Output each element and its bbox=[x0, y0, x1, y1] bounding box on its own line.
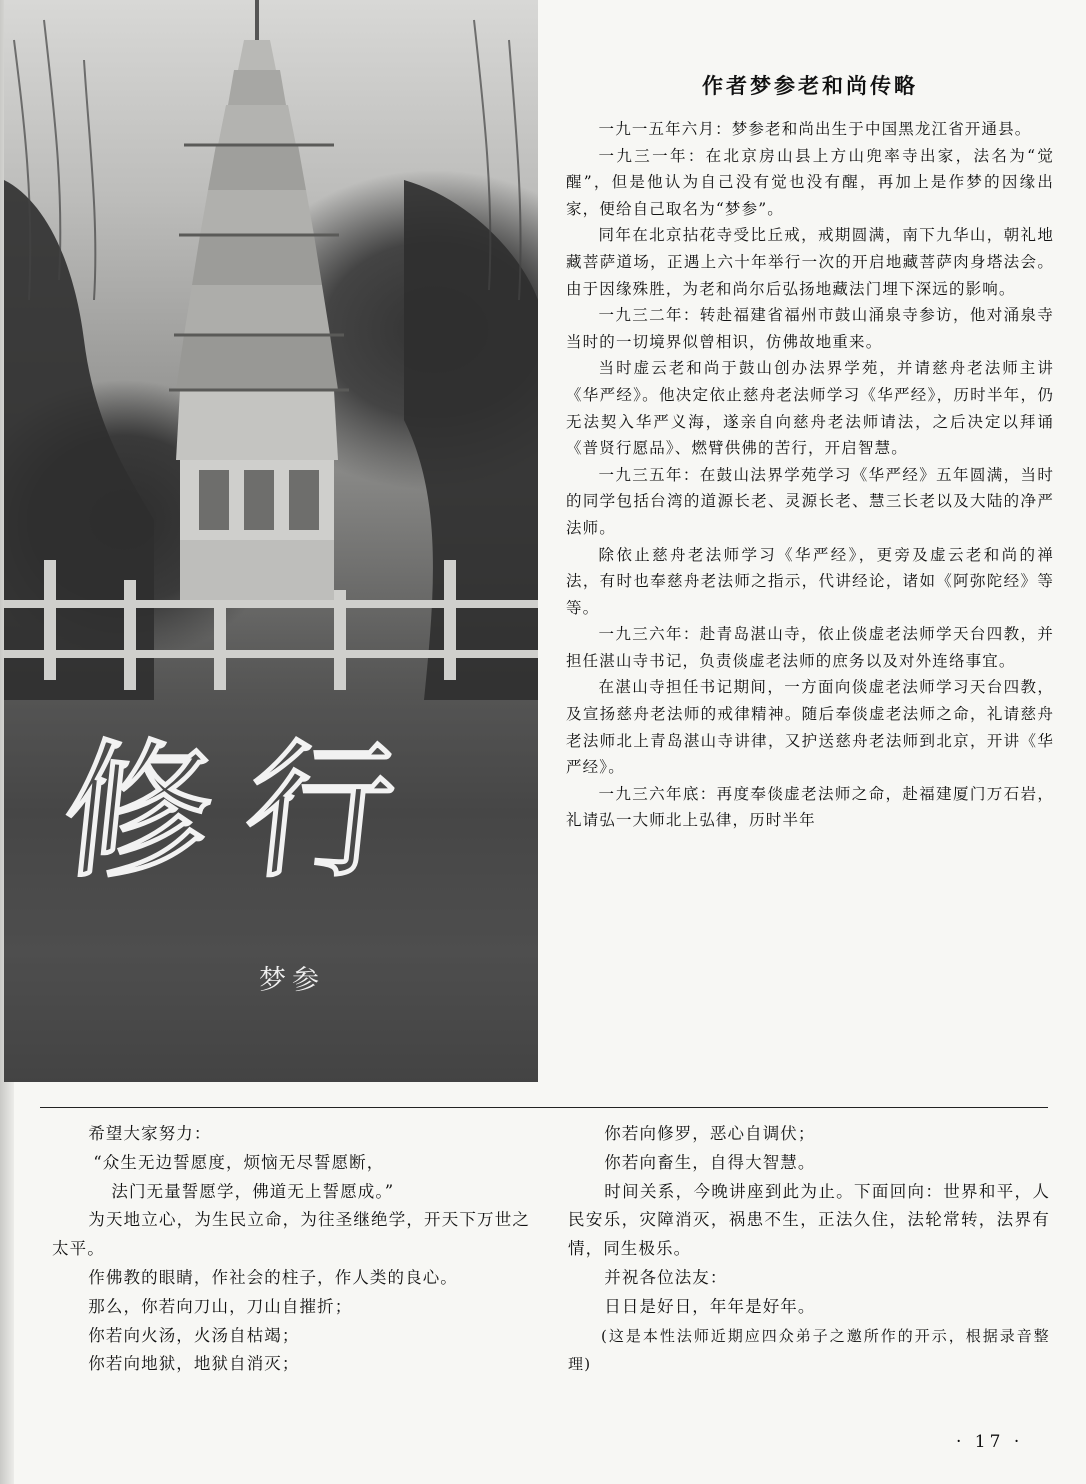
calligraphy-title: 修行 bbox=[54, 726, 438, 898]
body-line: 希望大家努力： bbox=[88, 1124, 212, 1143]
body-line: 你若向畜生，自得大智慧。 bbox=[604, 1152, 816, 1172]
body-line: 你若向修罗，恶心自调伏； bbox=[604, 1124, 816, 1143]
bio-paragraph: 同年在北京拈花寺受比丘戒，戒期圆满，南下九华山，朝礼地藏菩萨道场，正遇上六十年举行一次的开启地藏菩萨肉身塔法会。由于因缘殊胜，为老和尚尔后弘扬地藏法门埋下深远的影响。 bbox=[566, 226, 1054, 298]
bio-paragraph: 除依止慈舟老法师学习《华严经》，更旁及虚云老和尚的禅法，有时也奉慈舟老法师之指示，代讲经论，诸如《阿弥陀经》等等。 bbox=[566, 545, 1054, 617]
bio-paragraph: 一九三二年：转赴福建省福州市鼓山涌泉寺参访，他对涌泉寺当时的一切境界似曾相识，仿佛故地重来。 bbox=[566, 306, 1054, 351]
body-line: 并祝各位法友： bbox=[604, 1267, 728, 1287]
body-line: 作佛教的眼睛，作社会的柱子，作人类的良心。 bbox=[88, 1267, 458, 1287]
verse-line: 法门无量誓愿学，佛道无上誓愿成。” bbox=[111, 1181, 395, 1201]
bio-paragraph: 一九三六年底：再度奉倓虚老法师之命，赴福建厦门万石岩，礼请弘一大师北上弘律，历时半年 bbox=[566, 784, 1054, 830]
pagoda-illustration bbox=[4, 0, 538, 1082]
bottom-left-column bbox=[52, 1120, 530, 1379]
verse-line: “众生无边誓愿度，烦恼无尽誓愿断， bbox=[93, 1152, 385, 1172]
pagoda-shape bbox=[169, 0, 349, 600]
bio-paragraph: 当时虚云老和尚于鼓山创办法界学苑，并请慈舟老法师主讲《华严经》。他决定依止慈舟老法师学习《华严经》，历时半年，仍无法契入华严义海，遂亲自向慈舟老法师请法，之后决定以拜诵《普贤行愿品》、燃臂供佛的苦行，开启智慧。 bbox=[566, 359, 1054, 458]
bio-paragraph: 一九三六年：赴青岛湛山寺，依止倓虚老法师学天台四教，并担任湛山寺书记，负责倓虚老法师的庶务以及对外连络事宜。 bbox=[566, 625, 1054, 670]
body-line: 你若向地狱，地狱自消灭； bbox=[88, 1354, 300, 1374]
body-line: 为天地立心，为生民立命，为往圣继绝学，开天下万世之太平。 bbox=[52, 1210, 530, 1259]
bottom-right-column bbox=[568, 1120, 1050, 1379]
page-number: · 17 · bbox=[956, 1432, 1024, 1452]
body-line: 那么，你若向刀山，刀山自摧折； bbox=[88, 1296, 353, 1316]
bio-paragraph: 一九三五年：在鼓山法界学苑学习《华严经》五年圆满，当时的同学包括台湾的道源长老、灵源长老、慧三长老以及大陆的净严法师。 bbox=[566, 465, 1054, 537]
author-biography bbox=[566, 70, 1054, 834]
photo-author-name: 梦参 bbox=[259, 965, 325, 996]
body-line: 日日是好日，年年是好年。 bbox=[604, 1296, 816, 1316]
bio-paragraph: 一九一五年六月：梦参老和尚出生于中国黑龙江省开通县。 bbox=[598, 120, 1032, 138]
section-divider bbox=[40, 1107, 1048, 1108]
bio-paragraph: 在湛山寺担任书记期间，一方面向倓虚老法师学习天台四教，及宣扬慈舟老法师的戒律精神。随后奉倓虚老法师之命，礼请慈舟老法师北上青岛湛山寺讲律，又护送慈舟老法师到北京，开讲《华严经》。 bbox=[566, 678, 1054, 777]
bio-paragraph: 一九三一年：在北京房山县上方山兜率寺出家，法名为“觉醒”，但是他认为自己没有觉也没有醒，再加上是作梦的因缘出家，便给自己取名为“梦参”。 bbox=[566, 146, 1054, 218]
body-line: 时间关系，今晚讲座到此为止。下面回向：世界和平，人民安乐，灾障消灭，祸患不生，正法久住，法轮常转，法界有情，同生极乐。 bbox=[568, 1181, 1050, 1259]
source-note: (这是本性法师近期应四众弟子之邀所作的开示，根据录音整理) bbox=[568, 1326, 1050, 1374]
article-title: 作者梦参老和尚传略 bbox=[702, 73, 918, 98]
pagoda-photo bbox=[4, 0, 538, 1082]
body-line: 你若向火汤，火汤自枯竭； bbox=[88, 1325, 300, 1345]
